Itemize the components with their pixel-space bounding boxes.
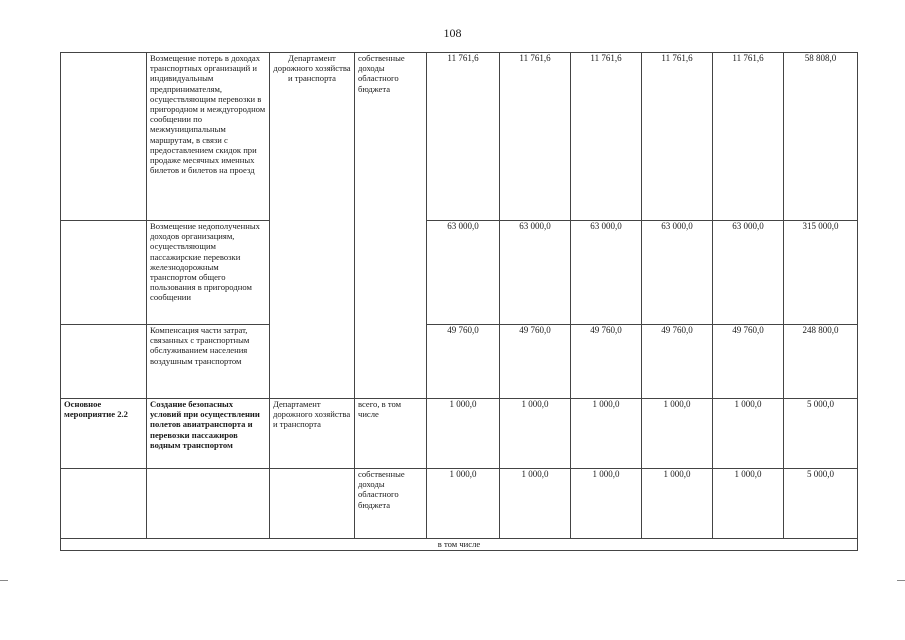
value-cell: 63 000,0 [713, 221, 784, 325]
page-number: 108 [443, 26, 462, 40]
total-cell: 58 808,0 [784, 53, 858, 221]
value-cell: 11 761,6 [571, 53, 642, 221]
measure-name-cell [147, 469, 270, 539]
measure-name-cell: Возмещение потерь в доходах транспортных организаций и индивидуальным предпринимателям, осуществляющим перевозки в пригородном и междугородном сообщении по межмуниципальным маршрутам, в связи с предоставлением скидок при продаже месячных именных билетов и билетов на проезд [147, 53, 270, 221]
executor-cell: Департамент дорожного хозяйства и транспорта [270, 53, 355, 399]
value-cell: 11 761,6 [713, 53, 784, 221]
funding-source-cell: собственные доходы областного бюджета [355, 469, 427, 539]
value-cell: 1 000,0 [642, 469, 713, 539]
row-code-cell: Основное мероприятие 2.2 [61, 399, 147, 469]
value-cell: 63 000,0 [500, 221, 571, 325]
page-edge-mark-right [897, 580, 905, 581]
value-cell: 11 761,6 [642, 53, 713, 221]
value-cell: 1 000,0 [713, 469, 784, 539]
footer-note: в том числе [61, 539, 858, 551]
measure-name-cell: Возмещение недополученных доходов организациям, осуществляющим пассажирские перевозки железнодорожным транспортом общего пользования в пригородном сообщении [147, 221, 270, 325]
measure-name-cell: Компенсация части затрат, связанных с транспортным обслуживанием населения воздушным транспортом [147, 325, 270, 399]
value-cell: 63 000,0 [642, 221, 713, 325]
value-cell: 63 000,0 [427, 221, 500, 325]
value-cell: 1 000,0 [500, 399, 571, 469]
value-cell: 49 760,0 [571, 325, 642, 399]
table-row [61, 53, 858, 221]
value-cell: 1 000,0 [427, 469, 500, 539]
value-cell: 63 000,0 [571, 221, 642, 325]
value-cell: 11 761,6 [427, 53, 500, 221]
row-code-cell [61, 53, 147, 221]
measure-name-cell: Создание безопасных условий при осуществлении полетов авиатранспорта и перевозки пассажиров водным транспортом [147, 399, 270, 469]
page-edge-mark-left [0, 580, 8, 581]
row-code-cell [61, 469, 147, 539]
table-row [61, 469, 858, 539]
value-cell: 1 000,0 [642, 399, 713, 469]
value-cell: 49 760,0 [427, 325, 500, 399]
table-row [61, 221, 858, 325]
table-row [61, 539, 858, 551]
executor-cell [270, 469, 355, 539]
executor-cell: Департамент дорожного хозяйства и транспорта [270, 399, 355, 469]
value-cell: 49 760,0 [642, 325, 713, 399]
total-cell: 5 000,0 [784, 399, 858, 469]
row-code-cell [61, 221, 147, 325]
funding-source-cell: всего, в том числе [355, 399, 427, 469]
value-cell: 1 000,0 [500, 469, 571, 539]
table-row [61, 399, 858, 469]
value-cell: 11 761,6 [500, 53, 571, 221]
total-cell: 248 800,0 [784, 325, 858, 399]
funding-source-cell: собственные доходы областного бюджета [355, 53, 427, 399]
value-cell: 1 000,0 [713, 399, 784, 469]
table-row [61, 325, 858, 399]
value-cell: 49 760,0 [713, 325, 784, 399]
budget-table [60, 52, 858, 551]
value-cell: 1 000,0 [571, 469, 642, 539]
value-cell: 1 000,0 [427, 399, 500, 469]
value-cell: 49 760,0 [500, 325, 571, 399]
row-code-cell [61, 325, 147, 399]
value-cell: 1 000,0 [571, 399, 642, 469]
total-cell: 315 000,0 [784, 221, 858, 325]
total-cell: 5 000,0 [784, 469, 858, 539]
